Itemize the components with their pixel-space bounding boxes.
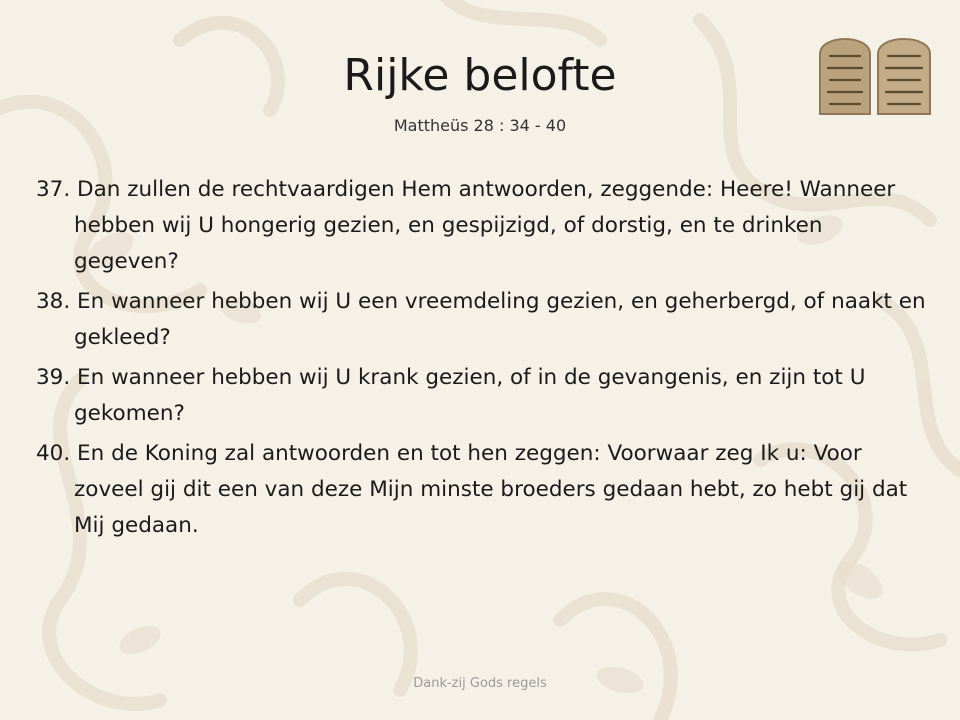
verse-list	[36, 172, 926, 548]
verse-37: 37. Dan zullen de rechtvaardigen Hem antwoorden, zeggende: Heere! Wanneer hebben wij U hongerig gezien, en gespijzigd, of dorstig, en te drinken gegeven?	[36, 177, 896, 274]
slide-footer: Dank-zij Gods regels	[413, 676, 547, 691]
verse-40: 40. En de Koning zal antwoorden en tot hen zeggen: Voorwaar zeg Ik u: Voor zoveel gij dit een van deze Mijn minste broeders gedaan hebt, zo hebt gij dat Mij gedaan.	[36, 441, 908, 538]
slide-subtitle: Mattheüs 28 : 34 - 40	[393, 116, 567, 135]
verse-39: 39. En wanneer hebben wij U krank gezien, of in de gevangenis, en zijn tot U gekomen?	[36, 365, 866, 426]
verse-38: 38. En wanneer hebben wij U een vreemdeling gezien, en geherbergd, of naakt en gekleed?	[36, 289, 926, 350]
slide-title: Rijke belofte	[343, 50, 617, 101]
